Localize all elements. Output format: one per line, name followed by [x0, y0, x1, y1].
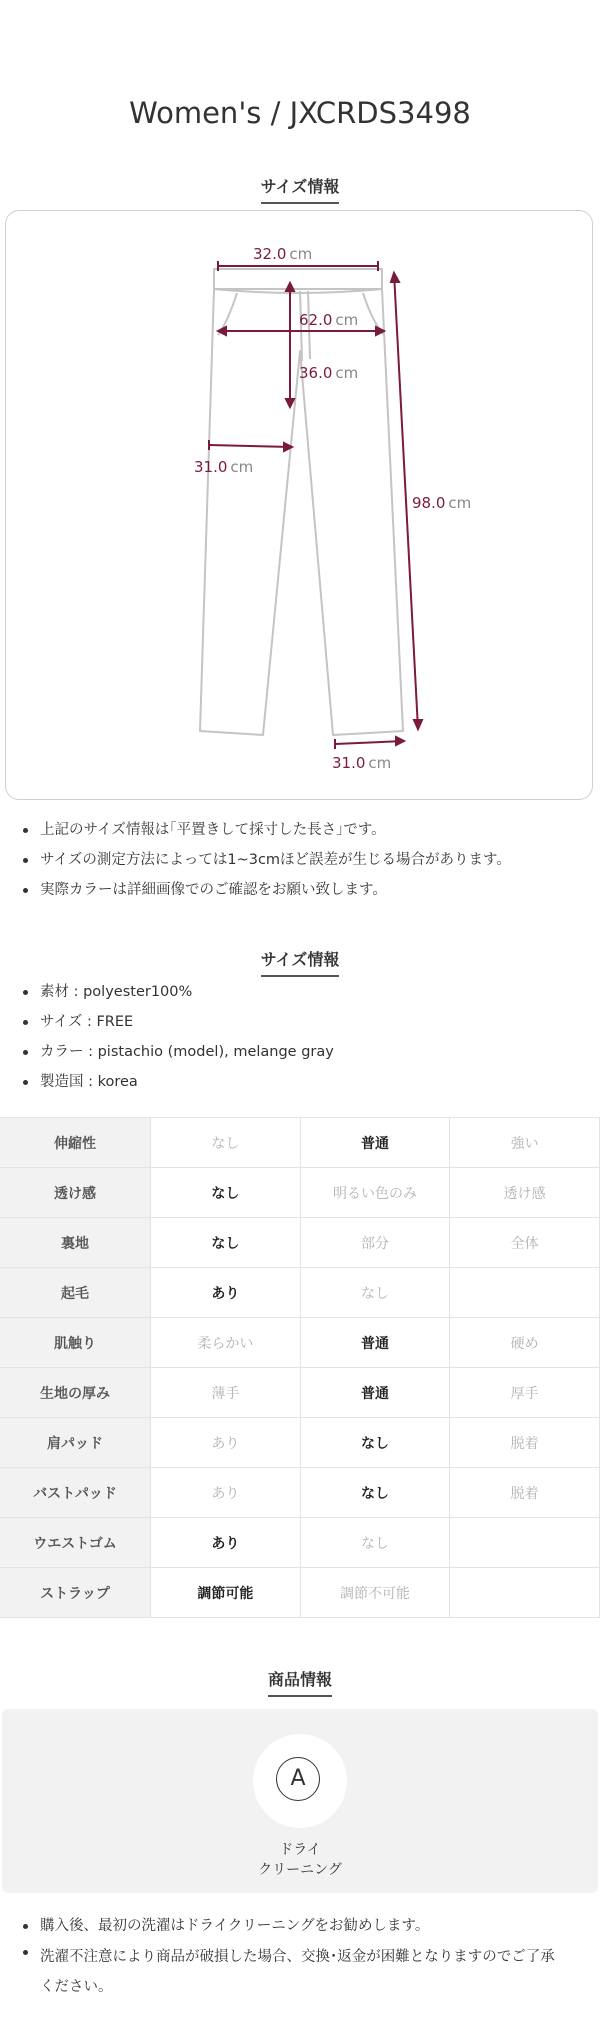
- attribute-option: あり: [151, 1468, 301, 1518]
- attribute-option: なし: [300, 1268, 450, 1318]
- attribute-label: 起毛: [0, 1268, 151, 1318]
- attribute-option: なし: [300, 1518, 450, 1568]
- table-row: [0, 1468, 600, 1518]
- attribute-option-selected: なし: [151, 1168, 301, 1218]
- attribute-option: 脱着: [450, 1418, 600, 1468]
- table-row: [0, 1418, 600, 1468]
- attribute-label: 肌触り: [0, 1318, 151, 1368]
- attribute-option: なし: [151, 1118, 301, 1168]
- attribute-option: 柔らかい: [151, 1318, 301, 1368]
- attribute-label: 裏地: [0, 1218, 151, 1268]
- list-item: 素材 : polyester100%: [40, 982, 560, 1002]
- attribute-option-selected: なし: [300, 1468, 450, 1518]
- attribute-option: 全体: [450, 1218, 600, 1268]
- attribute-label: バストパッド: [0, 1468, 151, 1518]
- care-label: ドライ クリーニング: [258, 1842, 342, 1878]
- hip-measurement: 62.0 cm: [299, 311, 359, 329]
- list-item: サイズの測定方法によっては1~3cmほど誤差が生じる場合があります。: [40, 850, 560, 870]
- attribute-option-selected: あり: [151, 1518, 301, 1568]
- dry-clean-icon: A: [276, 1757, 320, 1801]
- pants-outline-diagram: [6, 211, 594, 801]
- care-info-box: [2, 1709, 598, 1893]
- table-row: [0, 1318, 600, 1368]
- waist-measurement: 32.0 cm: [253, 245, 313, 263]
- size-diagram: [5, 210, 593, 800]
- length-measurement: 98.0 cm: [412, 494, 472, 512]
- attribute-option: あり: [151, 1418, 301, 1468]
- attribute-option: 薄手: [151, 1368, 301, 1418]
- attribute-option: 調節不可能: [300, 1568, 450, 1618]
- attribute-option: 脱着: [450, 1468, 600, 1518]
- list-item: カラー : pistachio (model), melange gray: [40, 1042, 560, 1062]
- attribute-label: 生地の厚み: [0, 1368, 151, 1418]
- attribute-option: [450, 1518, 600, 1568]
- hem-measurement: 31.0 cm: [332, 754, 392, 772]
- product-info-list: [0, 982, 560, 1102]
- fabric-attributes-table: [0, 1117, 600, 1618]
- size-notes-list: [0, 820, 560, 910]
- table-row: [0, 1168, 600, 1218]
- attribute-label: 肩パッド: [0, 1418, 151, 1468]
- care-notes-list: [0, 1916, 560, 2016]
- list-item: 上記のサイズ情報は｢平置きして採寸した長さ｣です。: [40, 820, 560, 840]
- attribute-option: [450, 1268, 600, 1318]
- attribute-option: 透け感: [450, 1168, 600, 1218]
- list-item: 購入後、最初の洗濯はドライクリーニングをお勧めします。: [40, 1916, 560, 1936]
- attribute-label: 透け感: [0, 1168, 151, 1218]
- table-row: [0, 1568, 600, 1618]
- attribute-label: ウエストゴム: [0, 1518, 151, 1568]
- attribute-option-selected: 普通: [300, 1318, 450, 1368]
- attribute-option: 強い: [450, 1118, 600, 1168]
- attribute-option-selected: 調節可能: [151, 1568, 301, 1618]
- thigh-measurement: 31.0 cm: [194, 458, 254, 476]
- rise-measurement: 36.0 cm: [299, 364, 359, 382]
- list-item: 実際カラーは詳細画像でのご確認をお願い致します。: [40, 880, 560, 900]
- list-item: 製造国 : korea: [40, 1072, 560, 1092]
- attribute-label: 伸縮性: [0, 1118, 151, 1168]
- attribute-option-selected: なし: [151, 1218, 301, 1268]
- product-title: Women's / JXCRDS3498: [129, 96, 471, 130]
- attribute-option-selected: あり: [151, 1268, 301, 1318]
- attribute-option: 厚手: [450, 1368, 600, 1418]
- attribute-option-selected: 普通: [300, 1368, 450, 1418]
- attribute-option: 部分: [300, 1218, 450, 1268]
- list-item: 洗濯不注意により商品が破損した場合、交換･返金が困難となりますのでご了承ください。: [40, 1942, 560, 2002]
- table-row: [0, 1368, 600, 1418]
- attribute-option: 明るい色のみ: [300, 1168, 450, 1218]
- table-row: [0, 1268, 600, 1318]
- size-info-heading: サイズ情報: [0, 174, 600, 204]
- table-row: [0, 1118, 600, 1168]
- attribute-option-selected: なし: [300, 1418, 450, 1468]
- attribute-option: 硬め: [450, 1318, 600, 1368]
- table-row: [0, 1518, 600, 1568]
- attribute-option-selected: 普通: [300, 1118, 450, 1168]
- care-icon-circle: [253, 1734, 347, 1828]
- attribute-option: [450, 1568, 600, 1618]
- list-item: サイズ : FREE: [40, 1012, 560, 1032]
- table-row: [0, 1218, 600, 1268]
- attribute-label: ストラップ: [0, 1568, 151, 1618]
- product-info-heading: サイズ情報: [0, 947, 600, 977]
- care-info-heading: 商品情報: [0, 1667, 600, 1697]
